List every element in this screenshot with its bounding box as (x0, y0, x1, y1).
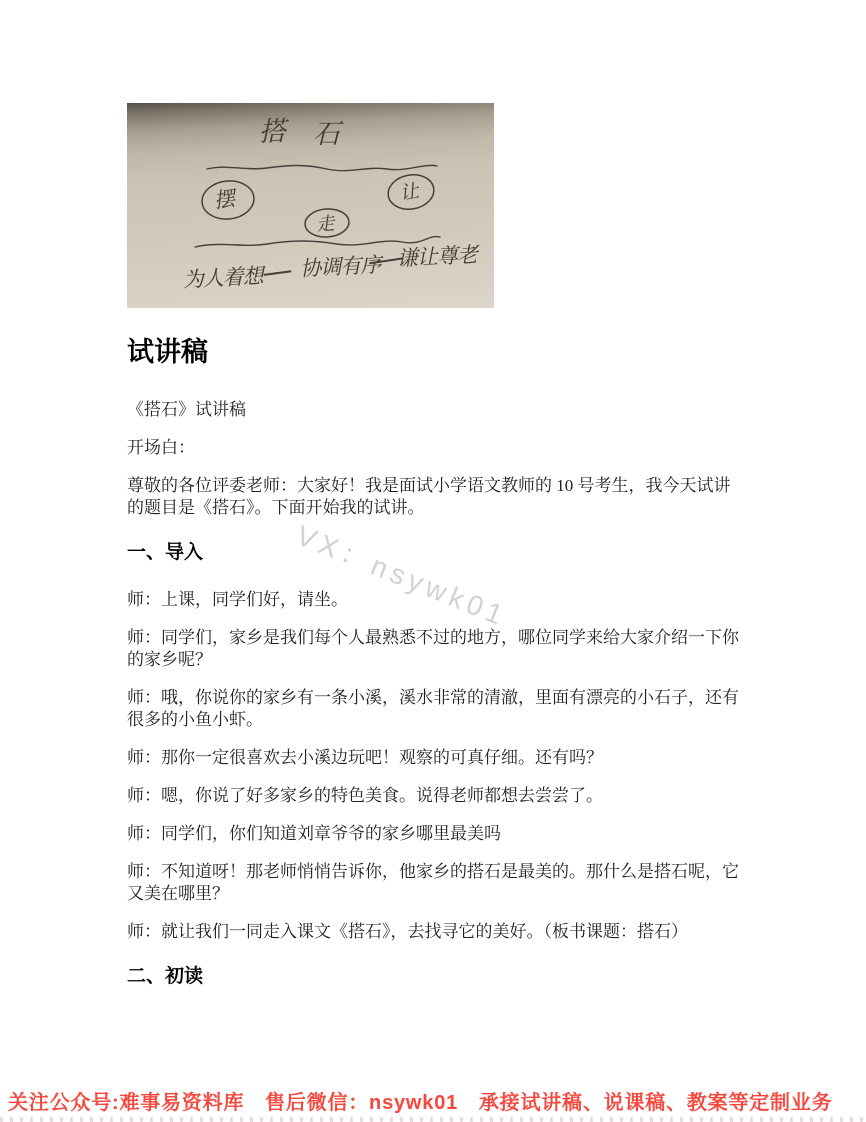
teacher-line: 师：哦，你说你的家乡有一条小溪，溪水非常的清澈，里面有漂亮的小石子，还有很多的小鱼小虾。 (127, 688, 739, 729)
teacher-line: 师：嗯，你说了好多家乡的特色美食。说得老师都想去尝尝了。 (127, 786, 603, 805)
bottom-phrase-3: 谦让尊老 (396, 242, 478, 271)
section-heading-intro: 一、导入 (127, 542, 204, 563)
circled-word-right: 让 (398, 179, 421, 205)
teacher-line: 师：同学们，家乡是我们每个人最熟悉不过的地方，哪位同学来给大家介绍一下你的家乡呢？ (127, 628, 739, 669)
watermark-text: VX：nsywk01 (292, 519, 512, 633)
doc-subtitle: 《搭石》试讲稿 (127, 400, 246, 419)
board-bottom-line (182, 242, 482, 292)
document-body (127, 337, 743, 1013)
board-title-char1: 搭 (258, 116, 287, 148)
bottom-phrase-2: 协调有序 (299, 252, 381, 281)
board-plan-photo (127, 103, 494, 308)
board-title-char2: 石 (313, 119, 340, 150)
lower-wavy-line (195, 237, 440, 247)
promo-footer: 关注公众号:难事易资料库 售后微信：nsywk01 承接试讲稿、说课稿、教案等定制业务 (8, 1092, 833, 1114)
teacher-line: 师：就让我们一同走入课文《搭石》，去找寻它的美好。（板书课题：搭石） (127, 922, 688, 941)
opening-paragraph: 尊敬的各位评委老师：大家好！我是面试小学语文教师的 10 号考生，我今天试讲的题目是《搭石》。下面开始我的试讲。 (127, 476, 731, 517)
circled-word-middle: 走 (315, 213, 336, 236)
board-plan-drawing (127, 103, 494, 308)
section-heading-first-read: 二、初读 (127, 966, 204, 987)
opening-label: 开场白： (127, 438, 195, 457)
dash-stroke-1 (264, 271, 290, 274)
teacher-line: 师：那你一定很喜欢去小溪边玩吧！观察的可真仔细。还有吗？ (127, 748, 603, 767)
page-bottom-edge (0, 1117, 866, 1122)
teacher-line: 师：同学们，你们知道刘章爷爷的家乡哪里最美吗 (127, 824, 501, 843)
teacher-line: 师：上课，同学们好，请坐。 (127, 590, 348, 609)
page-title: 试讲稿 (127, 337, 208, 367)
circled-word-left: 摆 (212, 186, 237, 213)
bottom-phrase-1: 为人着想 (182, 263, 264, 292)
upper-wavy-line (207, 165, 437, 170)
teacher-line: 师：不知道呀！那老师悄悄告诉你，他家乡的搭石是最美的。那什么是搭石呢，它又美在哪里？ (127, 862, 739, 903)
